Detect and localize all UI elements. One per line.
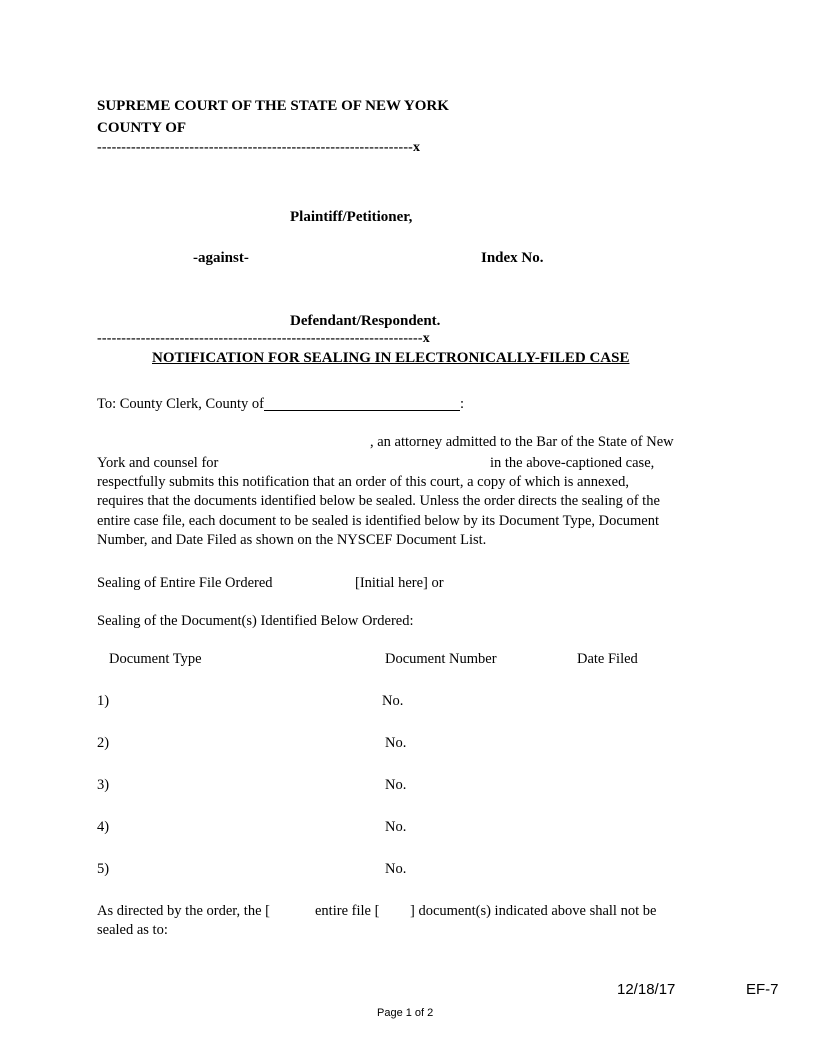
documents-heading: Sealing of the Document(s) Identified Below Ordered: [97,613,414,629]
index-no-label: Index No. [481,250,544,266]
paragraph-line: entire case file, each document to be sealed is identified below by its Document Type, Document [97,512,660,529]
directed-line-end: sealed as to: [97,922,168,938]
form-code: EF-7 [746,981,779,998]
to-colon: : [459,396,464,412]
entire-file-label: Sealing of Entire File Ordered [97,575,273,591]
to-county-clerk-line [97,394,464,413]
documents-checkbox-label[interactable]: ] document(s) indicated above shall not be [410,903,657,919]
caption-rule-top: -----------------------------------------------------------------x [97,140,421,155]
defendant-label: Defendant/Respondent. [290,313,441,329]
row-number-label: No. [382,693,404,709]
attorney-line: , an attorney admitted to the Bar of the State of New [370,434,674,450]
county-blank[interactable] [264,394,460,411]
document-title: NOTIFICATION FOR SEALING IN ELECTRONICALLY-FILED CASE [152,350,630,366]
initial-here-field[interactable]: [Initial here] or [355,575,444,591]
plaintiff-label: Plaintiff/Petitioner, [290,209,413,225]
column-date-filed: Date Filed [577,651,638,667]
against-label: -against- [193,250,249,266]
paragraph-line: respectfully submits this notification that an order of this court, a copy of which is annexed, [97,474,629,491]
column-document-type: Document Type [109,651,202,667]
captioned-case-label: in the above-captioned case, [490,455,655,471]
counsel-for-label: York and counsel for [97,455,219,471]
row-number-label: No. [385,777,407,793]
row-index: 2) [97,735,110,751]
paragraph-line: requires that the documents identified below be sealed. Unless the order directs the sealing of the [97,493,660,510]
counsel-line [97,454,722,473]
row-index: 1) [97,693,110,709]
row-index: 3) [97,777,110,793]
row-number-label: No. [385,819,407,835]
to-county-clerk-label: To: County Clerk, County of [97,396,264,412]
row-index: 4) [97,819,110,835]
entire-file-checkbox-label[interactable]: entire file [ [315,903,380,919]
row-number-label: No. [385,735,407,751]
caption-rule-bottom: -------------------------------------------------------------------x [97,331,430,346]
column-document-number: Document Number [385,651,497,667]
form-date: 12/18/17 [617,981,676,998]
paragraph-line: Number, and Date Filed as shown on the NYSCEF Document List. [97,531,487,548]
county-label: COUNTY OF [97,120,187,136]
row-number-label: No. [385,861,407,877]
notification-paragraph [97,454,722,550]
page-number: Page 1 of 2 [377,1007,434,1019]
court-name: SUPREME COURT OF THE STATE OF NEW YORK [97,98,449,114]
row-index: 5) [97,861,110,877]
directed-line-start: As directed by the order, the [ [97,903,270,919]
